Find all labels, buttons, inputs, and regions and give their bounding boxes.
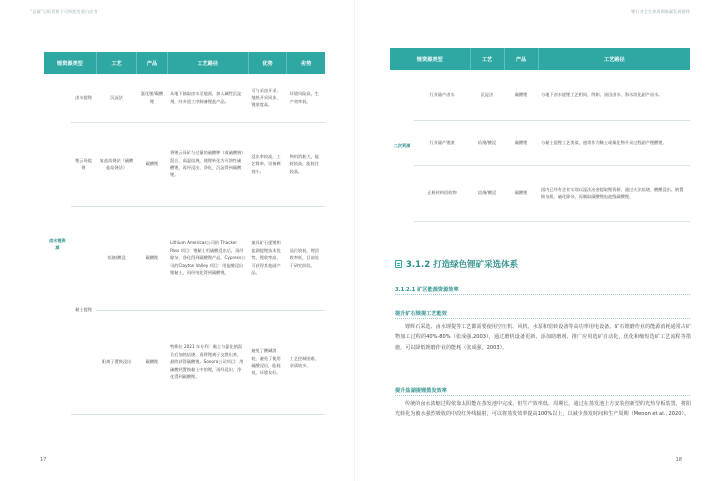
product-cell: 氯化锂/碳酸锂 [137, 74, 167, 122]
category-cell: 卤水锂资源 [48, 238, 66, 250]
type-cell: 卤水提锂 [71, 74, 97, 122]
col-header: 优势 [248, 52, 286, 74]
type-cell: 锂云母提锂 [71, 122, 97, 206]
col-header: 工艺路径 [538, 48, 690, 70]
col-header: 锂资源类型 [44, 52, 96, 74]
section-title [395, 258, 518, 270]
process-cell: 焙烧/酸浸 [470, 165, 504, 221]
type-cell: 行业副产锂渣 [414, 120, 470, 165]
product-cell: 碳酸锂 [137, 122, 167, 206]
path-cell: 特斯拉 2021 年专利：黏土与氯化钠混合后加热焙烧，再将锂离子交换出来，最终获得碳酸锂。Sonora公司项目：用硫酸钙置换黏土中的锂，再经浸出、净化得到碳酸锂。 [167, 310, 248, 414]
type-cell: 行业副产卤水 [414, 70, 470, 120]
col-header: 工艺路径 [167, 52, 248, 74]
page-number: 18 [675, 457, 682, 463]
path-cell: 从地下抽取卤水至地面，加入碱性沉淀剂，经多道工序制备锂盐产品。 [167, 74, 248, 122]
type-cell: 正极材料回收物 [414, 165, 470, 221]
disadvantage-cell: 物料消耗大，能耗较高，能耗比较高。 [287, 122, 325, 206]
product-cell: 碳酸锂 [504, 70, 538, 120]
secondary-resource-table [390, 48, 690, 222]
page-number: 17 [40, 457, 47, 463]
divider [395, 294, 690, 295]
process-cell: 沉淀法 [96, 74, 137, 122]
table-row [44, 122, 325, 206]
path-cell: 与黏土提锂工艺类似，通常作为稀土或氟化物开采过程副产锂酸锂。 [538, 120, 690, 165]
advantage-cell: 兼具矿石提锂和盐湖提锂技术优势，锂收率高，可获得其他副产品。 [248, 206, 286, 310]
body-paragraph: 传统的卤水浓缩过程依靠太阳能在蒸发池中完成，但生产效率低、周期长。通过在蒸发池上方安装创新型的光热导板装置，将阳光转化为被水强烈吸收的中段红外线辐射，可以将蒸发效率提高100%以上，以减少蒸发时间和生产周期（Menon et al., 2020）。 [395, 401, 691, 418]
table-row [390, 120, 690, 165]
advantage-cell: 避免了酸碱消耗，避免了使用硫酸浸出，能耗低，环境友好。 [248, 310, 286, 414]
process-cell: 复盐焙烧法（硫酸盐焙烧法） [96, 122, 137, 206]
table-row [44, 206, 325, 310]
document-icon [395, 260, 402, 268]
divider [395, 318, 690, 319]
col-header: 锂资源类型 [390, 48, 470, 70]
disadvantage-cell: 品位较低，锂回收率低，目前处于研究阶段。 [287, 206, 325, 310]
table-row [390, 165, 690, 221]
table-header-row [390, 48, 690, 70]
product-cell: 碳酸锂 [504, 120, 538, 165]
process-cell: 沉淀法 [470, 70, 504, 120]
subsection-title: 3.1.2.1 矿区能源资源效率 [395, 287, 459, 293]
process-cell: 焙烧/酸浸 [96, 206, 137, 310]
section-title-text: 3.1.2 打造绿色锂矿采选体系 [406, 260, 519, 270]
table-row [390, 70, 690, 120]
right-page [355, 0, 710, 481]
col-header: 产品 [137, 52, 167, 74]
path-cell: 将锂云母矿与过量的硫酸钾（或硫酸钠）混合，高温焙烧，使锂转化为可溶性硫酸锂，再经浸出、净化、沉淀得到碳酸锂。 [167, 122, 248, 206]
product-cell: 碳酸锂 [504, 165, 538, 221]
paragraph-heading: 提升盐湖提锂蒸发效率 [395, 388, 447, 394]
table-row [44, 74, 325, 122]
advantage-cell: 可与采卤开采、地热开采同步，锂浓度高。 [248, 74, 286, 122]
col-header: 工艺 [470, 48, 504, 70]
type-cell: 黏土提锂 [71, 206, 97, 414]
col-header: 工艺 [96, 52, 137, 74]
path-cell: Lithium Americas公司的 Thacker Pass 项目：锂黏土用硫酸浸出后，再经除杂、净化得到碳酸锂产品。Cypress公司的Clayton Valley 项目：用盐酸浸出锂黏土，再经纯化得到碳酸锂。 [167, 206, 248, 310]
advantage-cell: 浸出率较高，工艺简单，设备腐蚀小。 [248, 122, 286, 206]
running-title: “双碳”目标背景下可持续发展白皮书 [30, 9, 98, 14]
paragraph-heading: 提升矿石锂提工艺能效 [395, 311, 447, 317]
lithium-process-table [44, 52, 325, 415]
body-paragraph: 锂辉石采选、卤水锂提等工艺都需要使用空压机、风机、水泵和窑转设备等高功率用电设备。矿石锂磨作业的能源消耗通常占矿物加工过程的40%-80%（张成强,2003），通过磨机设备更新、添加助磨剂、推广应用选矿自动化，优化和缩短选矿工艺流程等措施，可以降低锂磨作业的能耗（张成强，2003）。 [395, 324, 691, 351]
product-cell: 碳酸锂 [137, 206, 167, 310]
disadvantage-cell: 环境风险高，生产效率低。 [287, 74, 325, 122]
category-cell: 二次资源 [393, 143, 411, 148]
disadvantage-cell: 工艺控制困难，杂质较多。 [287, 310, 325, 414]
running-title: 锂行业全生命周期低碳发展路线 [631, 9, 690, 14]
table-header-row [44, 52, 325, 74]
divider [395, 395, 690, 396]
process-cell: 阳离子置换浸出 [96, 310, 137, 414]
col-header: 劣势 [287, 52, 325, 74]
path-cell: 与地下卤水提锂工艺相同，例如，油田卤水、海水淡化副产卤水。 [538, 70, 690, 120]
path-cell: 国内已经有企业实现以湿法冶金提取锂资源，通过火法焙烧、酸酸浸出、钠置换杂质、硫化除杂，再制取碳酸锂电池级碳酸锂。 [538, 165, 690, 221]
process-cell: 焙烧/酸浸 [470, 120, 504, 165]
product-cell: 碳酸锂 [137, 310, 167, 414]
col-header: 产品 [504, 48, 538, 70]
